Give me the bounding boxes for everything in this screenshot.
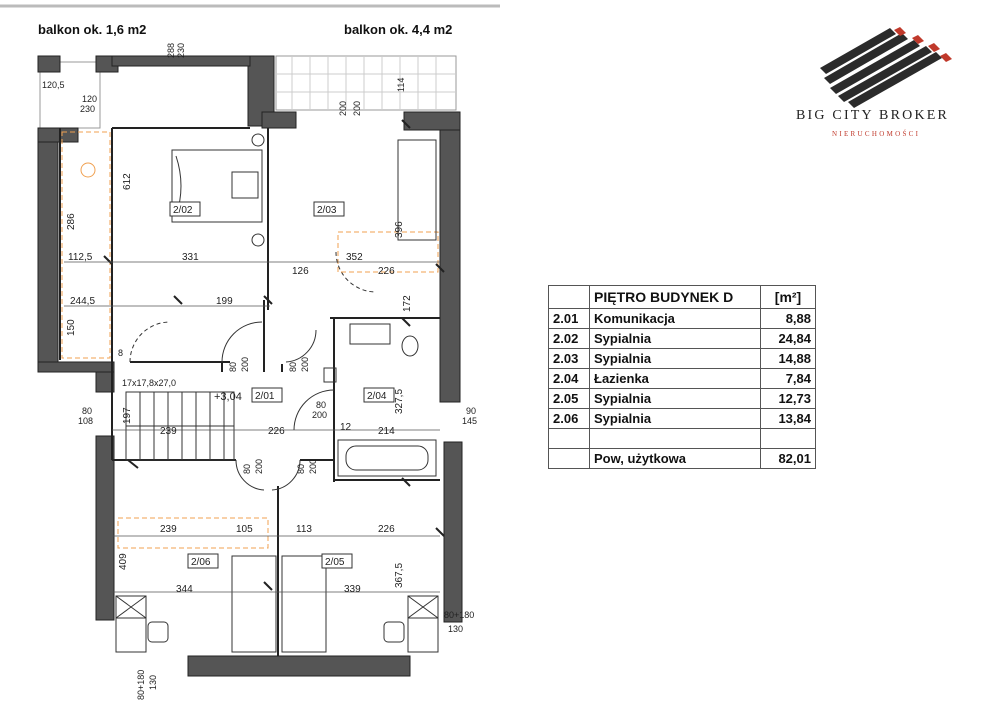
dim: 226	[378, 266, 395, 277]
dim: 12	[340, 422, 352, 433]
dim: 612	[122, 173, 133, 190]
dim: 396	[394, 221, 405, 238]
brand-subtitle: NIERUCHOMOŚCI	[832, 130, 921, 138]
dim: 120,5	[42, 80, 65, 90]
dim: 172	[402, 295, 413, 312]
dim: 200	[254, 458, 264, 474]
room-code: 2/04	[367, 391, 387, 402]
dim: 80	[296, 463, 306, 474]
row-area: 14,88	[761, 349, 816, 369]
dim: 367,5	[394, 562, 405, 588]
dim: 80	[316, 400, 327, 410]
dim: 80	[242, 463, 252, 474]
dim: 130	[448, 624, 464, 634]
table-row	[549, 389, 816, 409]
dim: 8	[118, 348, 124, 358]
dim: 199	[216, 296, 233, 307]
dim: 90	[466, 406, 477, 416]
dim: 200	[308, 458, 318, 474]
dim: 230	[80, 104, 96, 114]
row-name: Sypialnia	[590, 349, 761, 369]
row-name: Sypialnia	[590, 389, 761, 409]
dim: 331	[182, 252, 199, 263]
dim: 286	[66, 213, 77, 230]
dim: 80+180	[444, 610, 475, 620]
dim: 145	[462, 416, 478, 426]
room-code: 2/06	[191, 557, 211, 568]
room-code: 2/03	[317, 205, 337, 216]
dim: 80+180	[136, 669, 146, 700]
table-title: PIĘTRO BUDYNEK D	[590, 286, 761, 309]
dim: 239	[160, 426, 177, 437]
dim: 200	[352, 100, 362, 116]
dim: 80	[82, 406, 93, 416]
dim: 80	[228, 361, 238, 372]
table-total-row	[549, 449, 816, 469]
dim: 226	[268, 426, 285, 437]
dim: 126	[292, 266, 309, 277]
stairs-spec: 17x17,8x27,0	[122, 378, 177, 388]
dim: 197	[122, 407, 133, 424]
row-area: 24,84	[761, 329, 816, 349]
table-header	[549, 286, 816, 309]
row-area: 8,88	[761, 309, 816, 329]
row-area: 7,84	[761, 369, 816, 389]
table-unit: [m²]	[761, 286, 816, 309]
row-number: 2.03	[549, 349, 590, 369]
dim: 244,5	[70, 296, 96, 307]
dim: 130	[148, 674, 158, 690]
total-label: Pow, użytkowa	[590, 449, 761, 469]
level-mark: +3,04	[214, 391, 242, 403]
total-area: 82,01	[761, 449, 816, 469]
dim: 352	[346, 252, 363, 263]
row-number: 2.05	[549, 389, 590, 409]
dim: 327,5	[394, 388, 405, 414]
dim: 226	[378, 524, 395, 535]
balcony-right	[276, 56, 456, 110]
room-code: 2/02	[173, 205, 193, 216]
dim: 200	[312, 410, 328, 420]
row-number: 2.02	[549, 329, 590, 349]
table-row	[549, 329, 816, 349]
big-city-broker-logo	[790, 8, 980, 148]
dim: 114	[396, 77, 406, 92]
dim: 120	[82, 94, 98, 104]
row-number: 2.04	[549, 369, 590, 389]
table-row	[549, 309, 816, 329]
washbasin-symbol	[81, 163, 95, 177]
row-name: Komunikacja	[590, 309, 761, 329]
table-row	[549, 409, 816, 429]
row-name: Sypialnia	[590, 409, 761, 429]
dim: 200	[338, 100, 348, 116]
row-area: 12,73	[761, 389, 816, 409]
dim: 230	[176, 42, 186, 58]
row-name: Sypialnia	[590, 329, 761, 349]
table-spacer-row	[549, 429, 816, 449]
dim: 80	[288, 361, 298, 372]
area-table	[548, 285, 816, 469]
row-number: 2.01	[549, 309, 590, 329]
row-area: 13,84	[761, 409, 816, 429]
room-code: 2/01	[255, 391, 275, 402]
brand-name: BIG CITY BROKER	[796, 108, 950, 123]
dim: 214	[378, 426, 395, 437]
dim: 344	[176, 584, 193, 595]
dim: 288	[166, 42, 176, 58]
balcony-left-label: balkon ok. 1,6 m2	[38, 22, 147, 37]
dim: 200	[240, 356, 250, 372]
table-row	[549, 369, 816, 389]
row-number: 2.06	[549, 409, 590, 429]
table-row	[549, 349, 816, 369]
dim: 339	[344, 584, 361, 595]
balcony-right-label: balkon ok. 4,4 m2	[344, 22, 453, 37]
dim: 409	[118, 553, 129, 570]
dim: 239	[160, 524, 177, 535]
bed-2-02	[172, 134, 264, 246]
room-code: 2/05	[325, 557, 345, 568]
dim: 150	[66, 319, 77, 336]
row-name: Łazienka	[590, 369, 761, 389]
dim: 112,5	[68, 252, 93, 263]
dim: 108	[78, 416, 94, 426]
dim: 113	[296, 524, 312, 535]
dim: 200	[300, 356, 310, 372]
dim: 105	[236, 524, 253, 535]
